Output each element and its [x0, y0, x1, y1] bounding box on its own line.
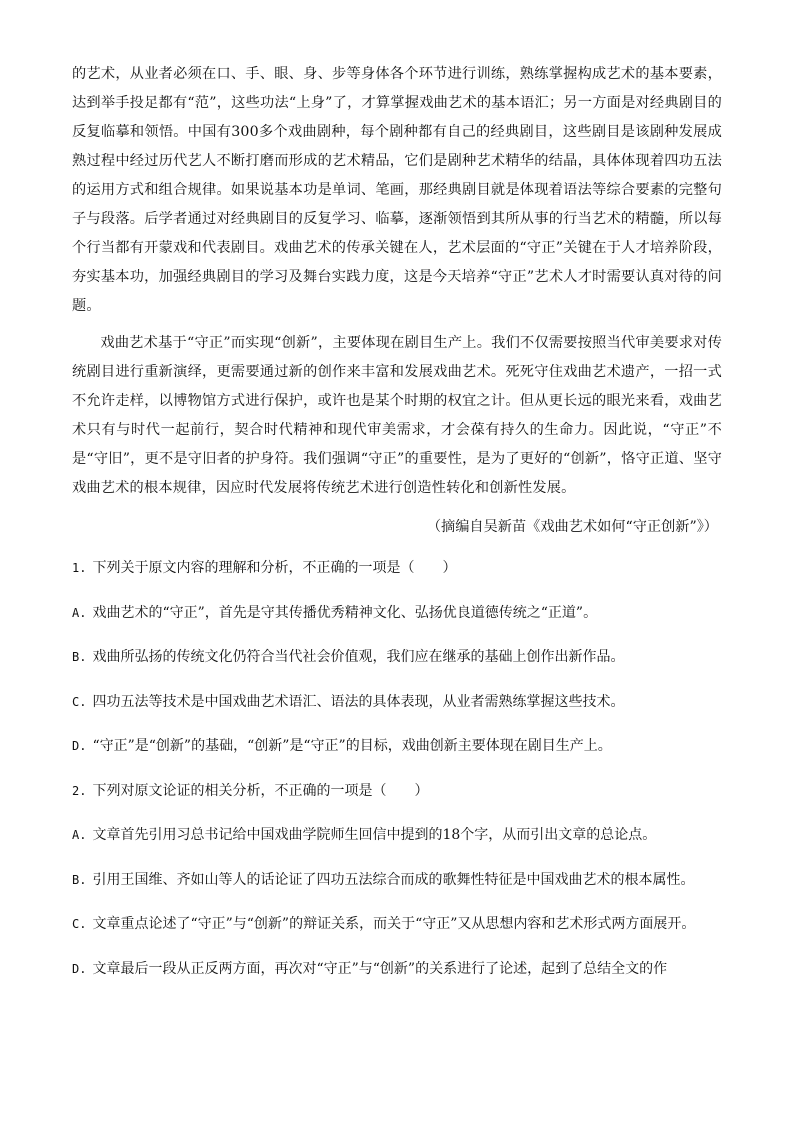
option-text: 引用王国维、齐如山等人的话论证了四功五法综合而成的歌舞性特征是中国戏曲艺术的根本属性。	[92, 871, 695, 888]
question-1	[72, 554, 722, 761]
option-b[interactable]	[72, 643, 722, 672]
option-letter: B.	[72, 650, 87, 664]
option-d[interactable]	[72, 955, 722, 984]
passage-paragraph-1: 的艺术，从业者必须在口、手、眼、身、步等身体各个环节进行训练，熟练掌握构成艺术的基本要素，达到举手投足都有“范”，这些功法“上身”了，才算掌握戏曲艺术的基本语汇；另一方面是对经典剧目的反复临摹和领悟。中国有300多个戏曲剧种，每个剧种都有自己的经典剧目，这些剧目是该剧种发展成熟过程中经过历代艺人不断打磨而形成的艺术精品，它们是剧种艺术精华的结晶，具体体现着四功五法的运用方式和组合规律。如果说基本功是单词、笔画，那经典剧目就是体现着语法等综合要素的完整句子与段落。后学者通过对经典剧目的反复学习、临摹，逐渐领悟到其所从事的行当艺术的精髓，所以每个行当都有开蒙戏和代表剧目。戏曲艺术的传承关键在人，艺术层面的“守正”关键在于人才培养阶段，夯实基本功，加强经典剧目的学习及舞台实践力度，这是今天培养“守正”艺术人才时需要认真对待的问题。	[72, 66, 722, 314]
question-number: 1.	[72, 561, 87, 575]
option-a[interactable]	[72, 821, 722, 850]
question-text: 下列对原文论证的相关分析，不正确的一项是（ ）	[92, 782, 429, 799]
option-c[interactable]	[72, 688, 722, 717]
question-number: 2.	[72, 783, 87, 798]
option-letter: C.	[72, 694, 87, 709]
option-text: “守正”是“创新”的基础，“创新”是“守正”的目标，戏曲创新主要体现在剧目生产上。	[92, 738, 612, 754]
option-text: 文章重点论述了“守正”与“创新”的辩证关系，而关于“守正”又从思想内容和艺术形式两方面展开。	[92, 916, 696, 932]
passage-source: （摘编自吴新苗《戏曲艺术如何“守正创新”》）	[426, 519, 718, 535]
question-stem	[72, 554, 722, 583]
passage-paragraph-2: 戏曲艺术基于“守正”而实现“创新”，主要体现在剧目生产上。我们不仅需要按照当代审美要求对传统剧目进行重新演绎，更需要通过新的创作来丰富和发展戏曲艺术。死死守住戏曲艺术遗产，一招一式不允许走样，以博物馆方式进行保护，或许也是某个时期的权宜之计。但从更长远的眼光来看，戏曲艺术只有与时代一起前行，契合时代精神和现代审美需求，才会葆有持久的生命力。因此说，“守正”不是“守旧”，更不是守旧者的护身符。我们强调“守正”的重要性，是为了更好的“创新”，恪守正道、坚守戏曲艺术的根本规律，因应时代发展将传统艺术进行创造性转化和创新性发展。	[72, 335, 722, 496]
option-letter: D.	[72, 961, 87, 976]
option-b[interactable]	[72, 866, 722, 895]
question-stem	[72, 777, 722, 806]
option-letter: D.	[72, 739, 87, 753]
option-letter: A.	[72, 605, 87, 620]
question-text: 下列关于原文内容的理解和分析，不正确的一项是（ ）	[92, 560, 457, 576]
option-text: 文章首先引用习总书记给中国戏曲学院师生回信中提到的18个字，从而引出文章的总论点。	[92, 827, 657, 843]
question-2	[72, 777, 722, 984]
option-c[interactable]	[72, 910, 722, 939]
exam-page	[72, 60, 722, 984]
option-text: 戏曲所弘扬的传统文化仍符合当代社会价值观，我们应在继承的基础上创作出新作品。	[92, 649, 625, 665]
option-text: 戏曲艺术的“守正”，首先是守其传播优秀精神文化、弘扬优良道德传统之“正道”。	[92, 604, 598, 621]
option-a[interactable]	[72, 599, 722, 628]
option-letter: B.	[72, 872, 87, 887]
option-text: 文章最后一段从正反两方面，再次对“守正”与“创新”的关系进行了论述，起到了总结全文的作	[92, 960, 668, 977]
option-d[interactable]	[72, 732, 722, 761]
option-letter: C.	[72, 917, 87, 931]
option-letter: A.	[72, 828, 87, 842]
option-text: 四功五法等技术是中国戏曲艺术语汇、语法的具体表现，从业者需熟练掌握这些技术。	[92, 693, 625, 710]
